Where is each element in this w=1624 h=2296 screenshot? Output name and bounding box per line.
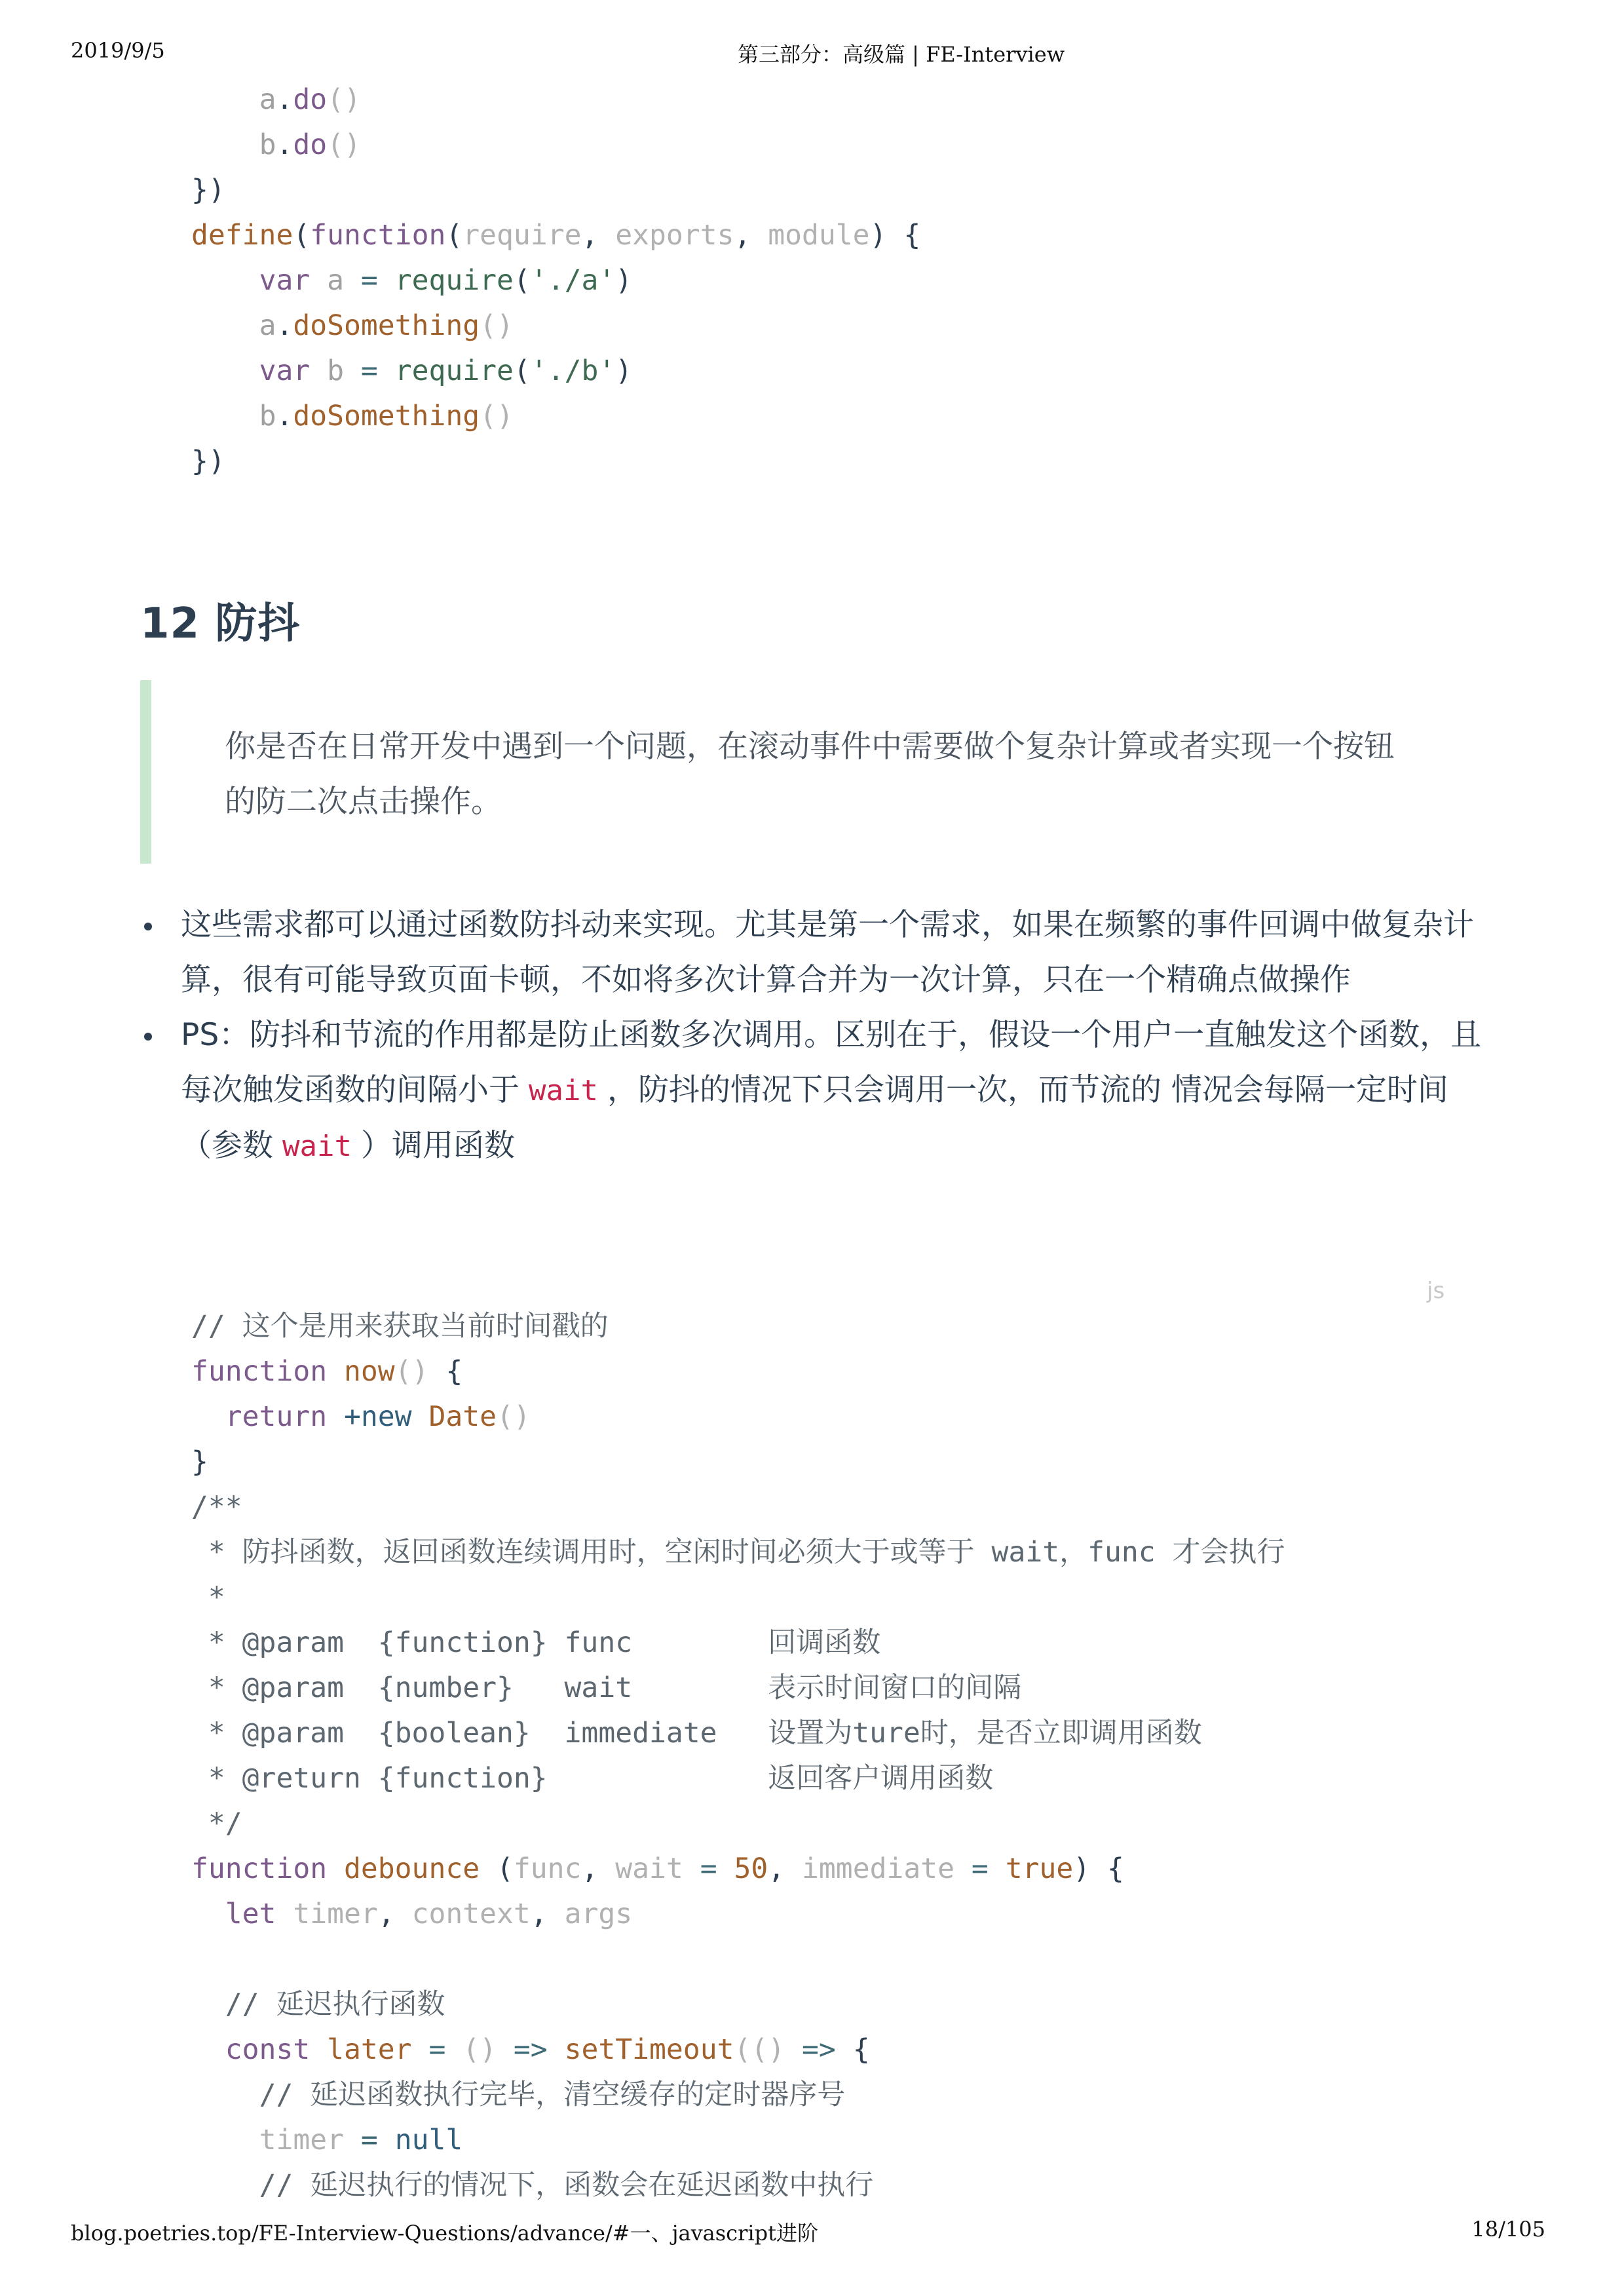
code-comment: */ [191, 1807, 242, 1840]
code-token: b [327, 354, 345, 387]
code-language-label: js [1427, 1278, 1445, 1304]
code-token: exports [615, 219, 734, 252]
code-token: debounce [344, 1852, 480, 1885]
code-token: function [191, 1355, 328, 1388]
code-token: function [191, 1852, 328, 1885]
inline-code: wait [529, 1074, 598, 1107]
code-block-bottom: // 这个是用来获取当前时间戳的 function now() { return +new Date() } /** * 防抖函数，返回函数连续调用时，空闲时间必须大于或等于 wait，func 才会执行 * * @param {function} func 回调函数 * @param {number} wait 表示时间窗口的间隔 * @param {boolean} immediate 设置为ture时，是否立即调用函数 * @return {function} 返回客户调用函数 */ function debounce (func, wait = 50, immediate = true) { let timer, context, args // 延迟执行函数 const later = () => setTimeout(() => { // 延迟函数执行完毕，清空缓存的定时器序号 timer = null // 延迟执行的情况下，函数会在延迟函数中执行 [191, 1310, 1285, 2202]
code-token: context [411, 1898, 531, 1930]
code-token: const [225, 2033, 311, 2066]
code-token: func [513, 1852, 582, 1885]
code-comment: * @param {function} func 回调函数 [191, 1626, 881, 1659]
code-token: Date [428, 1400, 497, 1433]
blockquote [140, 680, 1418, 864]
code-token: do [293, 128, 328, 161]
code-token: timer [293, 1898, 378, 1930]
code-token: require [394, 264, 514, 297]
code-comment: * @return {function} 返回客户调用函数 [191, 1762, 994, 1795]
code-token: immediate [802, 1852, 955, 1885]
code-token: a [259, 83, 276, 116]
code-token: now [344, 1355, 395, 1388]
code-token: var [259, 264, 311, 297]
inline-code: wait [282, 1130, 352, 1163]
code-token: later [327, 2033, 412, 2066]
bullet-list [140, 898, 1483, 1174]
list-item-text: ）调用函数 [360, 1128, 515, 1164]
code-token: null [394, 2124, 463, 2156]
code-comment: * [191, 1581, 225, 1614]
footer-page-number: 18/105 [1471, 2217, 1545, 2242]
code-token: a [259, 309, 276, 342]
code-token: b [259, 128, 276, 161]
code-comment: // 延迟函数执行完毕，清空缓存的定时器序号 [259, 2078, 846, 2111]
code-comment: // 延迟执行函数 [225, 1988, 445, 2021]
code-token: () [480, 309, 514, 342]
code-token: define [191, 219, 293, 252]
code-comment: // 延迟执行的情况下，函数会在延迟函数中执行 [259, 2169, 874, 2202]
code-token: }) [191, 445, 225, 478]
code-token: do [293, 83, 328, 116]
code-comment: // 这个是用来获取当前时间戳的 [191, 1310, 609, 1343]
header-title: 第三部分：高级篇 | FE-Interview [738, 42, 1065, 67]
code-token: () [327, 128, 361, 161]
code-token: module [768, 219, 870, 252]
list-item-text: 这些需求都可以通过函数防抖动来实现。尤其是第一个需求，如果在频繁的事件回调中做复杂计算，很有可能导致页面卡顿，不如将多次计算合并为一次计算，只在一个精确点做操作 [181, 907, 1474, 998]
code-token: require [463, 219, 582, 252]
code-token: './a' [530, 264, 616, 297]
code-comment: * @param {boolean} immediate 设置为ture时，是否立即调用函数 [191, 1717, 1202, 1750]
code-token: a [327, 264, 345, 297]
code-token: }) [191, 174, 225, 206]
code-token: 50 [734, 1852, 768, 1885]
code-token: setTimeout [564, 2033, 734, 2066]
list-item [140, 898, 1483, 1008]
code-token: wait [615, 1852, 683, 1885]
code-block-top: a.do() b.do() }) define(function(require, exports, module) { var a = require('./a') a.doSomething() var b = require('./b') b.doSomething() }) [191, 83, 921, 478]
header-date: 2019/9/5 [71, 38, 165, 63]
code-token: var [259, 354, 311, 387]
list-item [140, 1008, 1483, 1174]
blockquote-text: 你是否在日常开发中遇到一个问题，在滚动事件中需要做个复杂计算或者实现一个按钮的防二次点击操作。 [225, 729, 1395, 820]
code-token: doSomething [293, 400, 480, 432]
code-comment: * 防抖函数，返回函数连续调用时，空闲时间必须大于或等于 wait，func 才会执行 [191, 1536, 1285, 1569]
code-token: function [310, 219, 446, 252]
list-item-text: ，防抖的情况下只会调用一次，而节流的 情况会每隔一定时间（参数 [181, 1072, 1448, 1164]
code-token: timer [259, 2124, 345, 2156]
footer-url: blog.poetries.top/FE-Interview-Questions/advance/#一、javascript进阶 [71, 2221, 818, 2246]
section-heading: 12 防抖 [140, 600, 301, 648]
code-token: () [480, 400, 514, 432]
code-token: () [327, 83, 361, 116]
list-item-text: PS：防抖和节流的作用都是防止函数多次调用。区别在于，假设一个用户一直触发这个函数，且每次触发函数的间隔小于 [181, 1017, 1482, 1108]
code-token: let [225, 1898, 276, 1930]
code-token: return [225, 1400, 328, 1433]
code-token: true [1005, 1852, 1074, 1885]
code-token: require [394, 354, 514, 387]
code-token: +new [344, 1400, 412, 1433]
code-token: './b' [530, 354, 616, 387]
code-comment: /** [191, 1491, 242, 1523]
code-token: b [259, 400, 276, 432]
code-token: args [564, 1898, 633, 1930]
code-comment: * @param {number} wait 表示时间窗口的间隔 [191, 1672, 1022, 1704]
code-token: doSomething [293, 309, 480, 342]
